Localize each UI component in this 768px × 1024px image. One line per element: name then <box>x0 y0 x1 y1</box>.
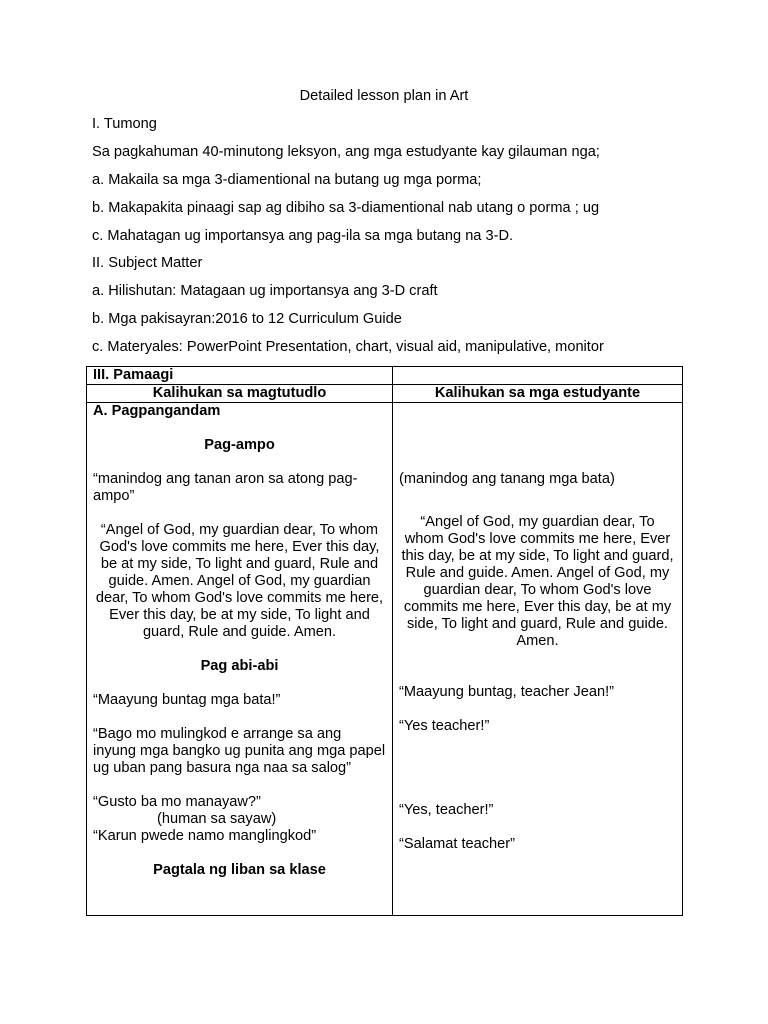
objectives-intro: Sa pagkahuman 40-minutong leksyon, ang mga estudyante kay gilauman nga; <box>92 144 600 160</box>
objectives-heading: I. Tumong <box>92 116 157 132</box>
student-yes-response-1: “Yes teacher!” <box>399 718 490 734</box>
attendance-heading: Pagtala ng liban sa klase <box>153 862 326 878</box>
document-title: Detailed lesson plan in Art <box>299 88 469 104</box>
student-prayer-text: “Angel of God, my guardian dear, To whom God's love commits me here, Ever this day, be at my side, To light and guard, Rule and guide. Amen. Angel of God, my guardian dear, To whom God's love commits me here, Ever this day, be at my side, To light and guard, Rule and guide. Amen. <box>401 514 674 649</box>
table-row <box>87 385 683 403</box>
student-yes-response-2: “Yes, teacher!” <box>399 802 494 818</box>
teacher-activities-cell <box>87 403 393 916</box>
greeting-heading: Pag abi-abi <box>200 658 279 674</box>
teacher-arrange-instruction: “Bago mo mulingkod e arrange sa ang inyung mga bangko ug punita ang mga papel ug uban pang basura nga naa sa salog” <box>93 726 386 776</box>
objective-a: a. Makaila sa mga 3-diamentional na butang ug mga porma; <box>92 172 482 188</box>
teacher-sit-instruction: “Karun pwede namo manglingkod” <box>93 828 317 844</box>
procedure-table <box>86 366 683 916</box>
after-dance-note: (human sa sayaw) <box>157 811 277 827</box>
procedure-heading: III. Pamaagi <box>87 367 393 385</box>
subject-matter-heading: II. Subject Matter <box>92 255 203 271</box>
students-stand-response: (manindog ang tanang mga bata) <box>399 471 615 487</box>
student-greeting-response: “Maayung buntag, teacher Jean!” <box>399 684 614 700</box>
teacher-dance-question: “Gusto ba mo manayaw?” <box>93 794 261 810</box>
prayer-heading: Pag-ampo <box>204 437 275 453</box>
table-row <box>87 367 683 385</box>
section-a-heading: A. Pagpangandam <box>93 403 221 419</box>
student-activities-cell <box>393 403 683 916</box>
teacher-column-header: Kalihukan sa magtutudlo <box>87 385 393 403</box>
empty-cell <box>393 367 683 385</box>
teacher-prayer-text: “Angel of God, my guardian dear, To whom God's love commits me here, Ever this day, be at my side, To light and guard, Rule and guide. Amen. Angel of God, my guardian dear, To whom God's love commits me here, Ever this day, be at my side, To light and guard, Rule and guide. Amen. <box>95 522 384 640</box>
student-thanks-response: “Salamat teacher” <box>399 836 515 852</box>
students-column-header: Kalihukan sa mga estudyante <box>393 385 683 403</box>
objective-c: c. Mahatagan ug importansya ang pag-ila sa mga butang na 3-D. <box>92 228 514 244</box>
subject-matter-c: c. Materyales: PowerPoint Presentation, chart, visual aid, manipulative, monitor <box>92 339 604 355</box>
subject-matter-b: b. Mga pakisayran:2016 to 12 Curriculum Guide <box>92 311 402 327</box>
teacher-stand-instruction: “manindog ang tanan aron sa atong pag-ampo” <box>93 471 358 504</box>
objective-b: b. Makapakita pinaagi sap ag dibiho sa 3-diamentional nab utang o porma ; ug <box>92 200 600 216</box>
subject-matter-a: a. Hilishutan: Matagaan ug importansya ang 3-D craft <box>92 283 438 299</box>
teacher-greeting: “Maayung buntag mga bata!” <box>93 692 281 708</box>
table-row <box>87 403 683 916</box>
